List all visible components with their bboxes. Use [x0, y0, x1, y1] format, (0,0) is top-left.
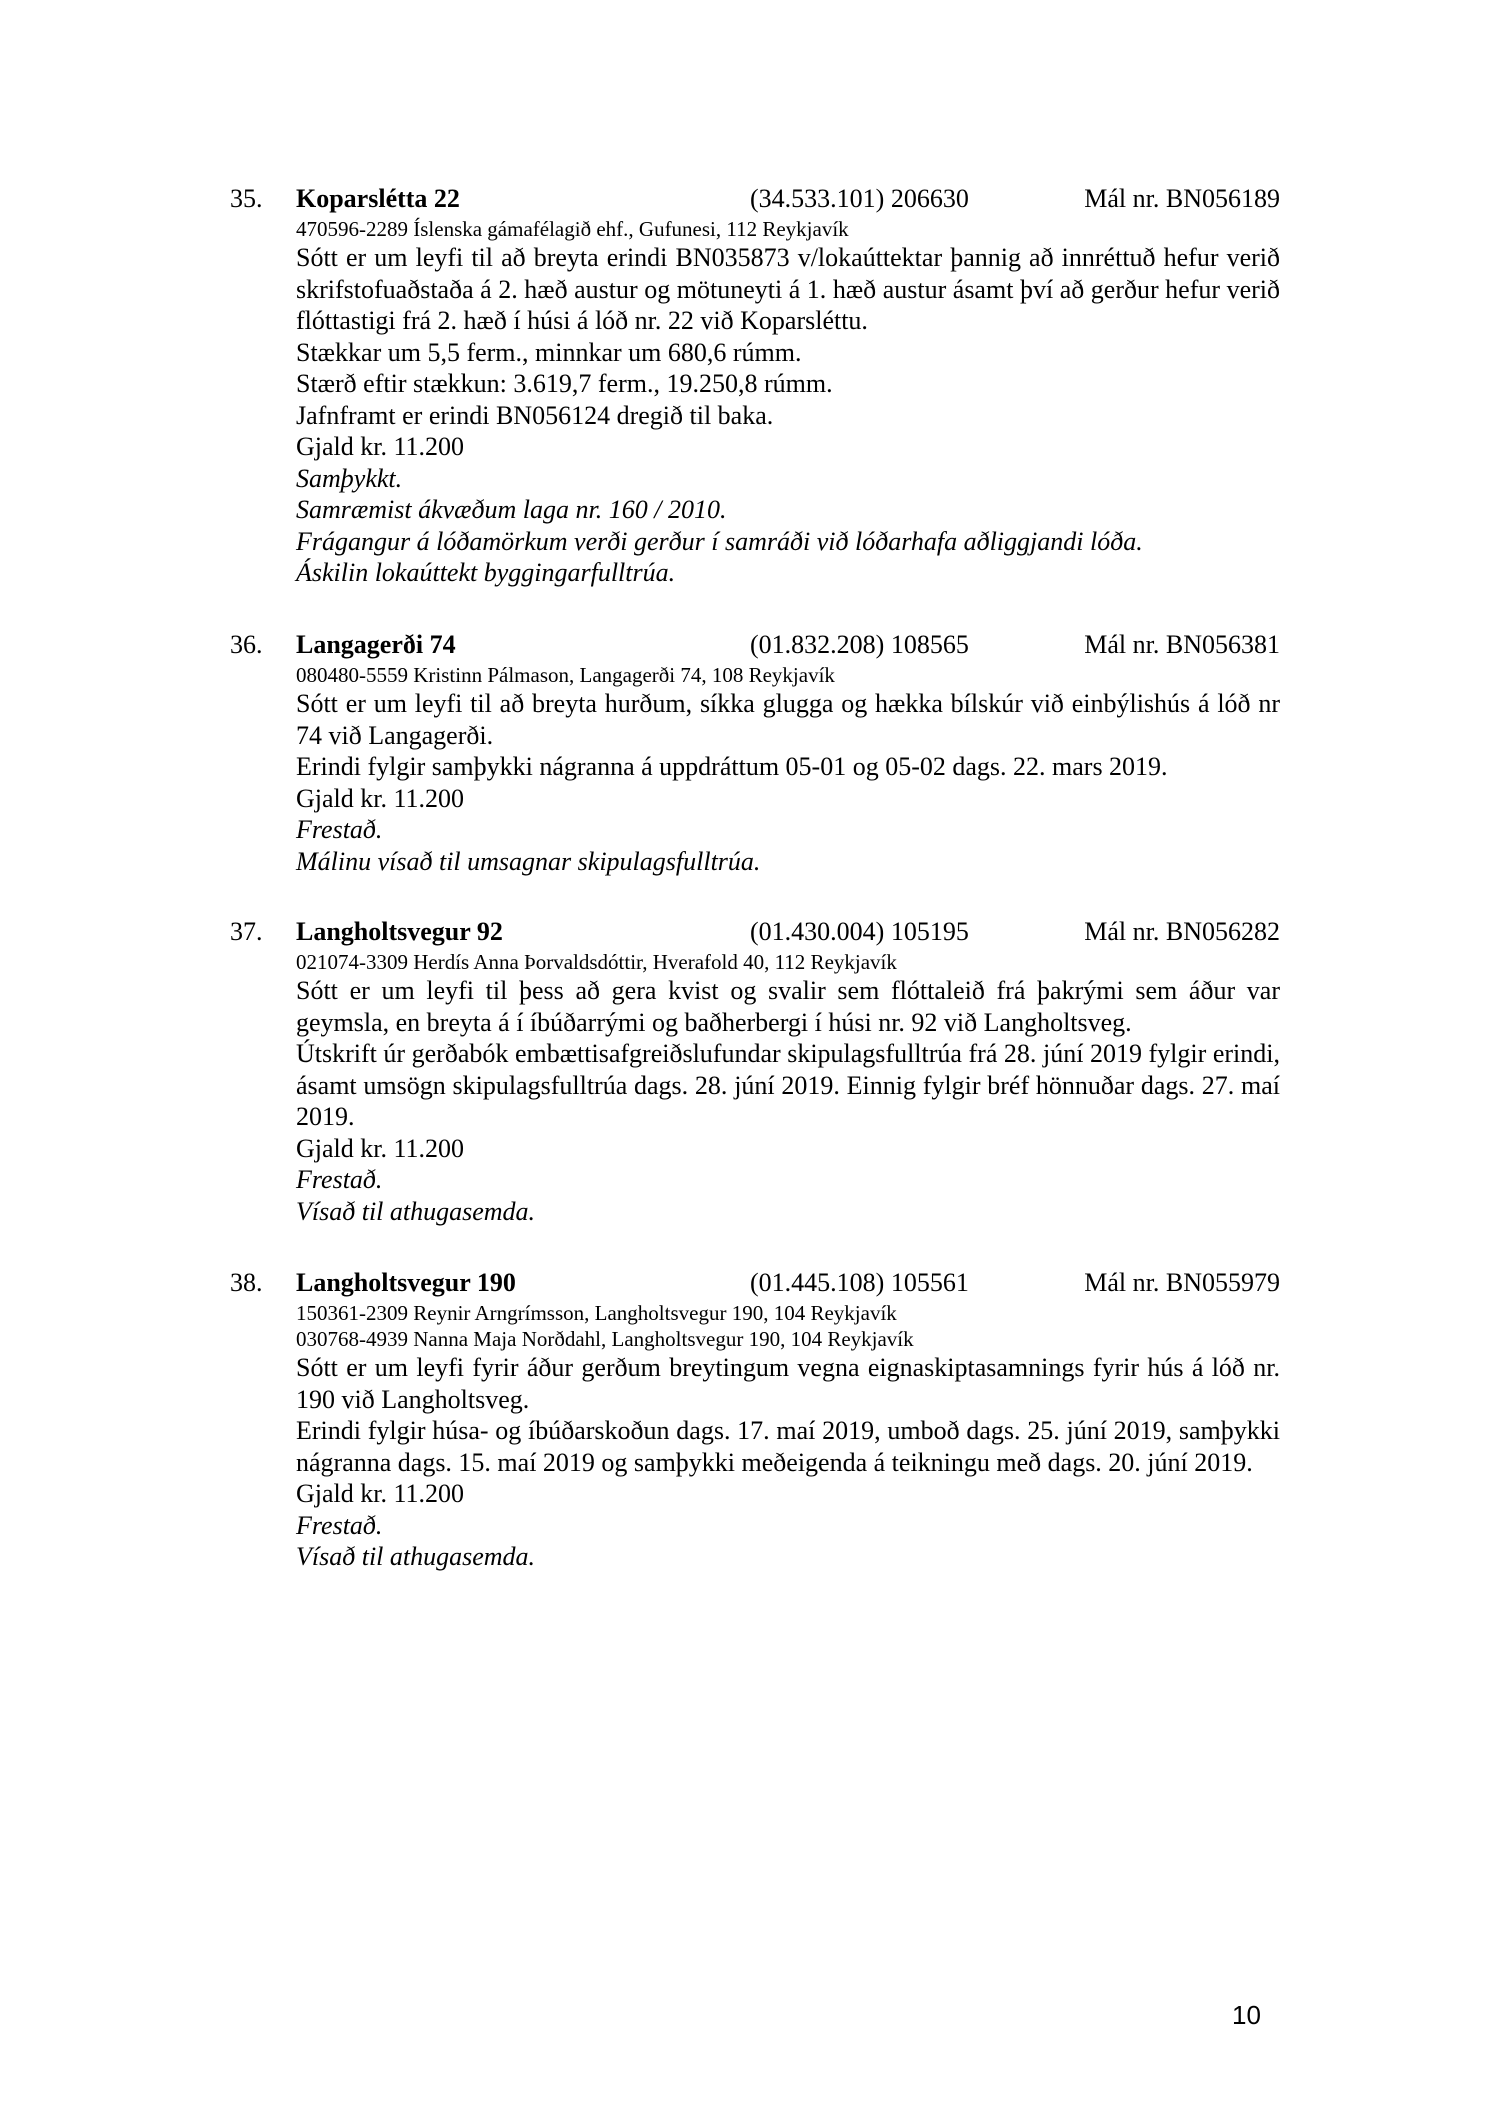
case-fee: Gjald kr. 11.200: [296, 1133, 465, 1163]
case-fee: Gjald kr. 11.200: [296, 783, 465, 813]
case-detail: Stærð eftir stækkun: 3.619,7 ferm., 19.250,8 rúmm.: [296, 369, 833, 398]
case-38: [230, 1266, 1280, 1573]
case-fee: Gjald kr. 11.200: [296, 432, 465, 461]
case-id: Mál nr. BN055979: [1084, 1268, 1280, 1297]
applicant: 080480-5559 Kristinn Pálmason, Langagerði 74, 108 Reykjavík: [296, 663, 835, 687]
page-number: 10: [1232, 2000, 1261, 2030]
case-header: [230, 628, 1280, 662]
case-fee: Gjald kr. 11.200: [296, 1479, 465, 1508]
case-decision: Frestað.: [296, 1510, 383, 1540]
case-decision-note: Vísað til athugasemda.: [296, 1542, 536, 1571]
applicant: 470596-2289 Íslenska gámafélagið ehf., Gufunesi, 112 Reykjavík: [296, 217, 849, 241]
case-36: [230, 628, 1280, 877]
case-detail: Jafnframt er erindi BN056124 dregið til baka.: [296, 400, 774, 430]
case-decision-note: Málinu vísað til umsagnar skipulagsfulltrúa.: [296, 846, 761, 876]
case-body: [296, 949, 1280, 1227]
case-number: 38.: [230, 1268, 263, 1297]
case-attachment-note: Útskrift úr gerðabók embættisafgreiðslufundar skipulagsfulltrúa frá 28. júní 2019 fylgir erindi, ásamt umsögn skipulagsfulltrúa dags. 28. júní 2019. Einnig fylgir bréf hönnuðar dags. 27. maí 2019.: [296, 1039, 1280, 1131]
case-body: [296, 1300, 1280, 1573]
case-decision-note: Frágangur á lóðamörkum verði gerður í samráði við lóðarhafa aðliggjandi lóða.: [296, 526, 1143, 556]
case-decision-note: Samræmist ákvæðum laga nr. 160 / 2010.: [296, 495, 727, 524]
case-title: Langagerði 74: [296, 630, 456, 659]
case-title: Langholtsvegur 190: [296, 1268, 516, 1297]
case-decision: Frestað.: [296, 1165, 383, 1194]
case-detail: Erindi fylgir samþykki nágranna á uppdráttum 05-01 og 05-02 dags. 22. mars 2019.: [296, 752, 1168, 781]
case-reference: (01.445.108) 105561: [750, 1268, 969, 1297]
case-reference: (01.832.208) 108565: [750, 630, 969, 659]
case-reference: (34.533.101) 206630: [750, 184, 969, 213]
case-id: Mál nr. BN056282: [1084, 917, 1280, 946]
case-decision: Frestað.: [296, 815, 383, 844]
case-number: 35.: [230, 184, 263, 213]
case-number: 36.: [230, 630, 263, 659]
case-description: Sótt er um leyfi til að breyta erindi BN035873 v/lokaúttektar þannig að innréttuð hefur verið skrifstofuaðstaða á 2. hæð austur og mötuneyti á 1. hæð austur ásamt því að gerður hefur verið flóttastigi frá 2. hæð í húsi á lóð nr. 22 við Koparsléttu.: [296, 243, 1280, 335]
case-body: [296, 662, 1280, 877]
applicant: 021074-3309 Herdís Anna Þorvaldsdóttir, Hverafold 40, 112 Reykjavík: [296, 950, 897, 974]
case-id: Mál nr. BN056381: [1084, 630, 1280, 659]
case-decision: Samþykkt.: [296, 463, 403, 493]
case-reference: (01.430.004) 105195: [750, 917, 969, 946]
case-decision-note: Áskilin lokaúttekt byggingarfulltrúa.: [296, 558, 676, 587]
case-35: [230, 182, 1280, 589]
case-description: Sótt er um leyfi til þess að gera kvist og svalir sem flóttaleið frá þakrými sem áður var geymsla, en breyta á í íbúðarrými og baðherbergi í húsi nr. 92 við Langholtsveg.: [296, 976, 1280, 1037]
case-37: [230, 915, 1280, 1227]
case-attachment-note: Erindi fylgir húsa- og íbúðarskoðun dags. 17. maí 2019, umboð dags. 25. júní 2019, samþykki nágranna dags. 15. maí 2019 og samþykki meðeigenda á teikningu með dags. 20. júní 2019.: [296, 1416, 1280, 1477]
applicant: 150361-2309 Reynir Arngrímsson, Langholtsvegur 190, 104 Reykjavík: [296, 1301, 897, 1325]
case-header: [230, 1266, 1280, 1300]
case-description: Sótt er um leyfi til að breyta hurðum, síkka glugga og hækka bílskúr við einbýlishús á lóð nr 74 við Langagerði.: [296, 689, 1280, 750]
case-detail: Stækkar um 5,5 ferm., minnkar um 680,6 rúmm.: [296, 337, 802, 367]
case-number: 37.: [230, 917, 263, 946]
case-header: [230, 182, 1280, 216]
applicant: 030768-4939 Nanna Maja Norðdahl, Langholtsvegur 190, 104 Reykjavík: [296, 1327, 914, 1351]
case-id: Mál nr. BN056189: [1084, 184, 1280, 213]
case-header: [230, 915, 1280, 949]
case-decision-note: Vísað til athugasemda.: [296, 1196, 536, 1226]
case-title: Koparslétta 22: [296, 184, 460, 213]
case-description: Sótt er um leyfi fyrir áður gerðum breytingum vegna eignaskiptasamnings fyrir hús á lóð nr. 190 við Langholtsveg.: [296, 1353, 1280, 1414]
case-body: [296, 216, 1280, 589]
case-title: Langholtsvegur 92: [296, 917, 503, 946]
